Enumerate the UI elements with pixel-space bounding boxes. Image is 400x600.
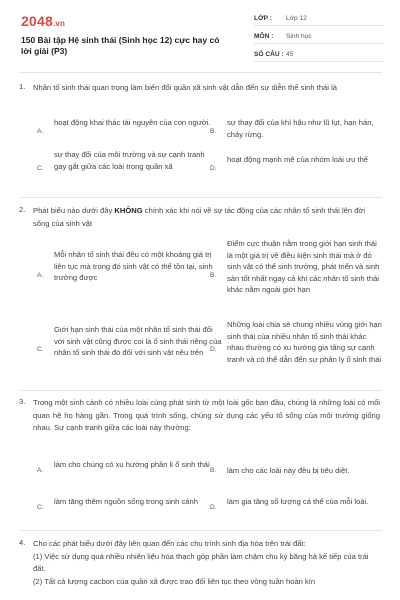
statement-1: (1) Việc sử dụng quá nhiều nhiên liệu hóa thạch góp phần làm chậm chu kỳ băng hà kế tiếp của trái đất. [33, 551, 369, 573]
divider [19, 390, 382, 391]
question-text: Trong một sinh cảnh có nhiều loài cùng phát sinh từ một loài gốc ban đầu, chúng là những loài có mối quan hệ họ hàng gần. Trong quá trình sống, chúng sử dụng các yếu tố sống của môi trường giống nhau. Sự cạnh tranh giữa các loài này thường: [33, 398, 380, 432]
option-letter: C. [37, 165, 44, 172]
question-text: Phát biểu nào dưới đây KHÔNG chính xác khi nói về sự tác động của các nhân tố sinh thái lên đời sống của sinh vật [33, 206, 366, 228]
question-number: 3. [19, 397, 26, 406]
question-number: 1. [19, 82, 26, 91]
question-text: Nhân tố sinh thái quan trọng làm biến đổi quần xã sinh vật dẫn đến sự diễn thế sinh thái là [33, 83, 337, 92]
option-letter: A. [37, 272, 44, 279]
option-letter: A. [37, 467, 44, 474]
meta-label: SỐ CÂU : [254, 51, 284, 58]
meta-label: LỚP : [254, 15, 272, 22]
meta-value: Lớp 12 [286, 15, 307, 22]
meta-label: MÔN : [254, 33, 274, 40]
option-letter: D. [210, 504, 217, 511]
document-title: 150 Bài tập Hệ sinh thái (Sinh học 12) cực hay có lời giải (P3) [21, 35, 220, 56]
site-logo[interactable]: 2048.vn [21, 13, 66, 29]
divider [19, 530, 382, 531]
statement-2: (2) Tất cả lượng cacbon của quần xã được trao đổi liên tục theo vòng tuần hoàn kín [33, 576, 316, 586]
divider [19, 72, 382, 73]
option-letter: A. [37, 128, 44, 135]
question-text: Cho các phát biểu dưới đây liên quan đến các chu trình sinh địa hóa trên trái đất: (1) Việc sử dụng quá nhiều nhiên liệu hóa thạch góp phần làm chậm chu kỳ băng hà kế tiếp của trái đất. (2) Tất cả lượng cacbon của quần xã được trao đổi liên tục theo vòng tuần hoàn kín [33, 538, 380, 588]
meta-row-class [254, 14, 384, 26]
meta-value: Sinh học [286, 33, 312, 40]
option-letter: C. [37, 346, 44, 353]
option-letter: D. [210, 165, 217, 172]
meta-row-subject [254, 32, 384, 44]
question-number: 4. [19, 538, 26, 547]
header [0, 0, 400, 70]
question-3: 3. Trong một sinh cảnh có nhiều loài cùng phát sinh từ một loài gốc ban đầu, chúng là những loài có mối quan hệ họ hàng gần. Trong quá trình sống, chúng sử dụng các yếu tố sống của môi trường giống nhau. Sự cạnh tranh giữa các loài này thường: A. làm cho chúng có xu hướng phân li ổ sinh thái B. làm cho các loài này đều bị tiêu diệt. C. làm tăng thêm nguồn sống trong sinh cảnh D. làm gia tăng số lượng cá thể của mỗi loài. [19, 397, 382, 525]
divider [19, 197, 382, 198]
option-letter: D. [210, 346, 217, 353]
meta-value: 45 [286, 51, 294, 58]
document-meta [254, 14, 384, 68]
question-2: 2. Phát biểu nào dưới đây KHÔNG chính xác khi nói về sự tác động của các nhân tố sinh thái lên đời sống của sinh vật A. Mỗi nhân tố sinh thái đều có một khoảng giá trị liên tục mà trong đó sinh vật có thể tồn tại, sinh trưởng được B. Điểm cực thuận nằm trong giới hạn sinh thái là một giá trị về điều kiện sinh thái mà ở đó sinh vật có thể sinh trưởng, phát triển và sinh sản tốt nhất ngay cả khi các nhân tố sinh thái khác nằm ngoài giới hạn C. Giới hạn sinh thái của một nhân tố sinh thái đối với sinh vật cũng được coi là ổ sinh thái riêng của nhân tố sinh thái đó đối với sinh vật nêu trên D. Những loài chia sẻ chung nhiều vùng giới hạn sinh thái của nhiều nhân tố sinh thái khác nhau thường có xu hướng gia tăng sự cạnh tranh và có thể dẫn đến sự phân ly ổ sinh thái [19, 205, 382, 364]
option-letter: B. [210, 467, 217, 474]
option-letter: B. [210, 128, 217, 135]
question-number: 2. [19, 205, 26, 214]
question-1: 1. Nhân tố sinh thái quan trọng làm biến đổi quần xã sinh vật dẫn đến sự diễn thế sinh thái là A. hoạt động khai thác tài nguyên của con người. B. sự thay đổi của khí hậu như lũ lụt, hạn hán, cháy rừng. C. sự thay đổi của môi trường và sự cạnh tranh gay gắt giữa các loài trong quần xã D. hoạt động mạnh mẽ của nhóm loài ưu thế [19, 82, 382, 202]
option-letter: C. [37, 504, 44, 511]
question-4 [19, 538, 382, 600]
option-letter: B. [210, 272, 217, 279]
meta-row-count [254, 50, 384, 62]
